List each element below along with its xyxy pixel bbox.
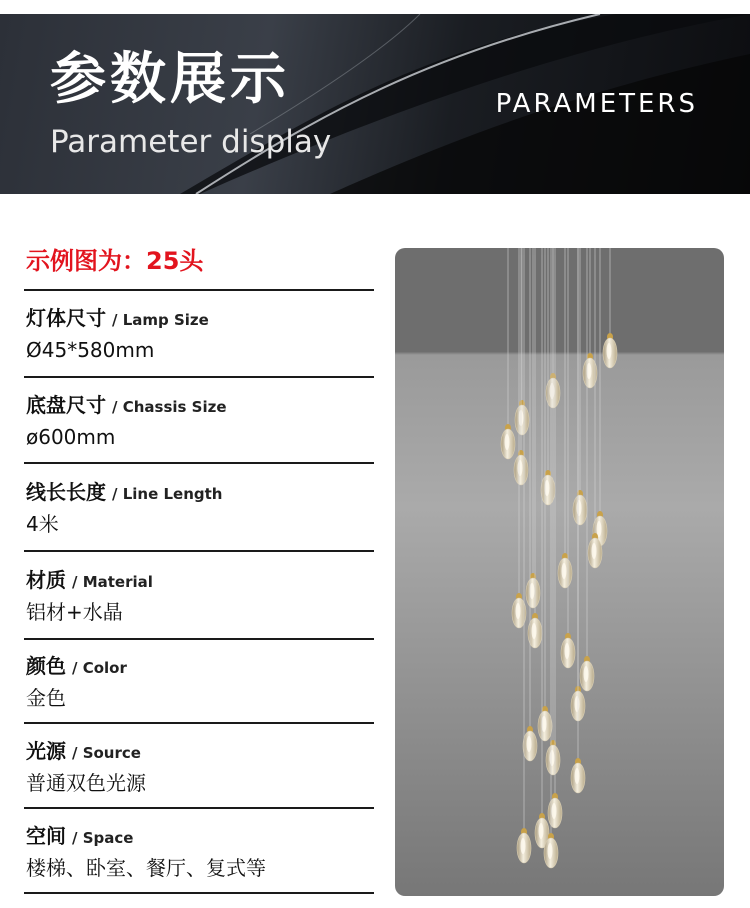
divider [24, 462, 374, 464]
divider [24, 376, 374, 378]
param-label-cn: 颜色 [26, 654, 66, 678]
param-value: 铝材+水晶 [26, 600, 123, 624]
page-subtitle: Parameter display [50, 124, 332, 160]
param-line-length [26, 478, 372, 538]
pendant-light [548, 248, 562, 828]
param-label-en: / Source [72, 744, 141, 762]
param-label-en: / Material [72, 573, 153, 591]
pendant-light [603, 248, 617, 368]
param-color [26, 652, 372, 712]
param-space [26, 822, 372, 882]
divider [24, 550, 374, 552]
pendant-light [501, 248, 515, 459]
param-label-en: / Lamp Size [112, 311, 209, 329]
pendant-light [515, 248, 529, 435]
pendant-light [580, 248, 594, 691]
param-label-en: / Color [72, 659, 127, 677]
product-image [395, 248, 724, 896]
pendant-light [561, 248, 575, 668]
param-source [26, 737, 372, 797]
divider [24, 807, 374, 809]
pendant-light [558, 248, 572, 588]
param-label-en: / Space [72, 829, 134, 847]
param-label-cn: 灯体尺寸 [26, 306, 106, 330]
param-label-cn: 材质 [26, 568, 66, 592]
param-value: ø600mm [26, 425, 116, 449]
param-value: Ø45*580mm [26, 338, 155, 362]
pendant-light [514, 248, 528, 485]
pendant-light [573, 248, 587, 525]
chandelier-illustration [395, 248, 724, 896]
english-heading: PARAMETERS [495, 89, 698, 119]
param-chassis-size [26, 391, 372, 451]
param-lamp-size [26, 304, 372, 364]
param-material [26, 566, 372, 626]
param-label-en: / Chassis Size [112, 398, 227, 416]
param-label-en: / Line Length [112, 485, 223, 503]
divider [24, 892, 374, 894]
pendant-light [544, 248, 558, 868]
param-label-cn: 光源 [26, 739, 66, 763]
page-title: 参数展示 [50, 47, 290, 112]
param-value: 普通双色光源 [26, 771, 146, 795]
param-label-cn: 底盘尺寸 [26, 393, 106, 417]
divider [24, 722, 374, 724]
example-label: 示例图为：25头 [26, 247, 204, 275]
param-value: 4米 [26, 512, 59, 536]
divider [24, 638, 374, 640]
header-banner [0, 14, 750, 194]
param-value: 金色 [26, 686, 66, 710]
param-label-cn: 空间 [26, 824, 66, 848]
divider [24, 289, 374, 291]
param-value: 楼梯、卧室、餐厅、复式等 [26, 856, 266, 880]
param-label-cn: 线长长度 [26, 480, 106, 504]
